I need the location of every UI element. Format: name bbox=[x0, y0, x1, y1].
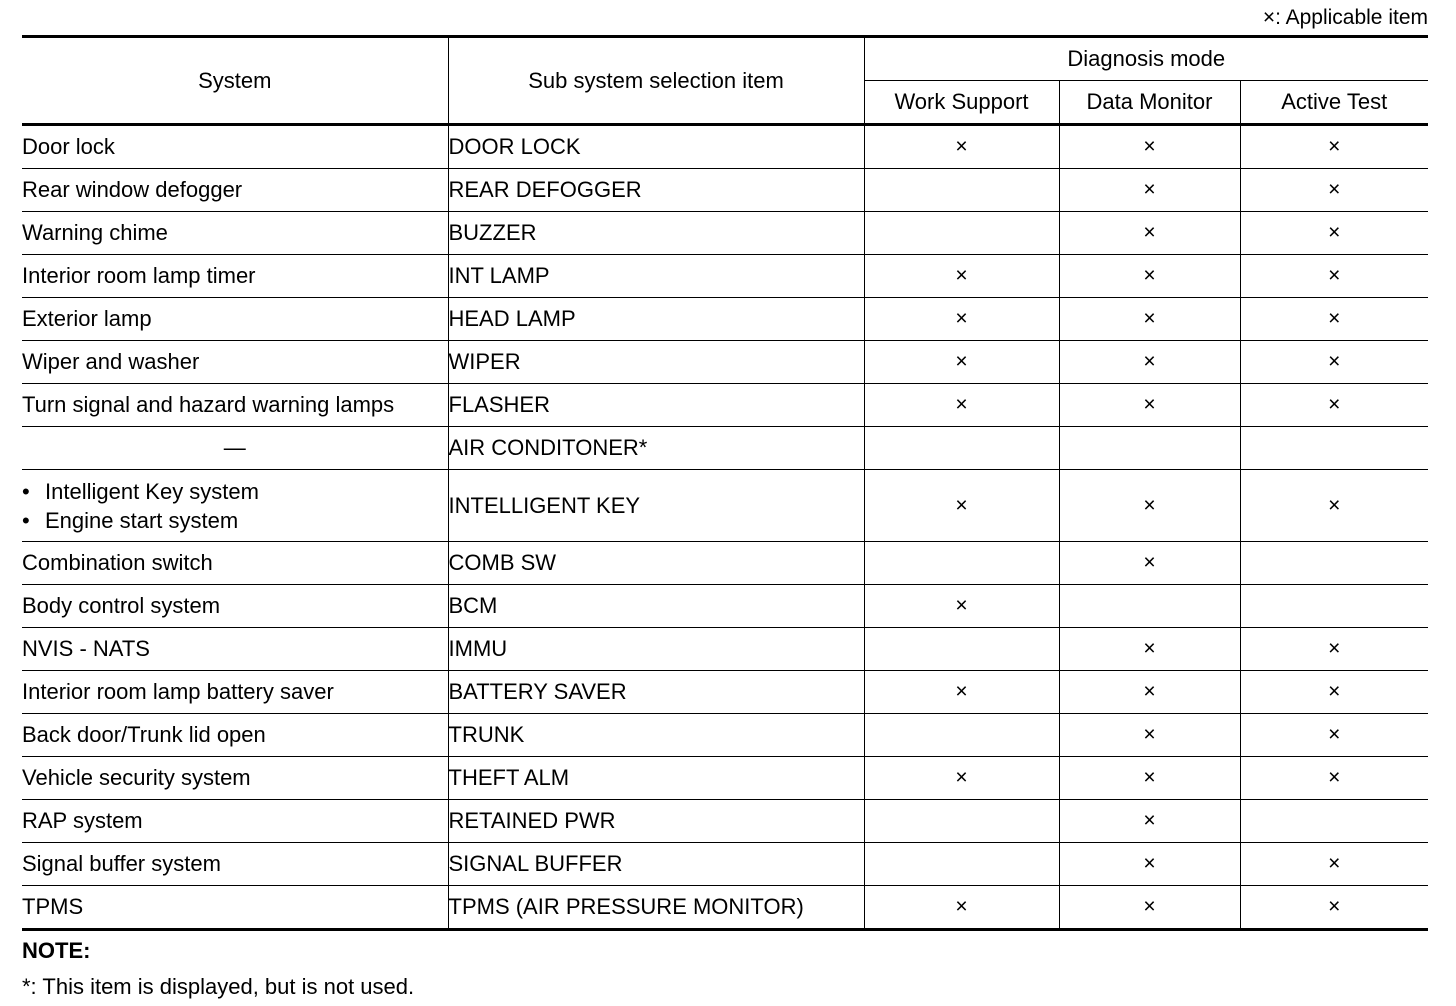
system-cell: Exterior lamp bbox=[22, 298, 448, 341]
data-monitor-mark: × bbox=[1059, 298, 1240, 341]
system-cell: Combination switch bbox=[22, 542, 448, 585]
sub-system-cell: FLASHER bbox=[448, 384, 864, 427]
data-monitor-mark: × bbox=[1059, 255, 1240, 298]
table-row bbox=[22, 255, 1428, 298]
table-row bbox=[22, 671, 1428, 714]
data-monitor-mark: × bbox=[1059, 628, 1240, 671]
table-row bbox=[22, 800, 1428, 843]
sub-system-cell: BUZZER bbox=[448, 212, 864, 255]
active-test-mark: × bbox=[1240, 125, 1428, 169]
work-support-mark: × bbox=[864, 886, 1059, 930]
work-support-mark bbox=[864, 800, 1059, 843]
sub-system-cell: BCM bbox=[448, 585, 864, 628]
system-cell: Back door/Trunk lid open bbox=[22, 714, 448, 757]
data-monitor-mark: × bbox=[1059, 886, 1240, 930]
sub-system-cell: THEFT ALM bbox=[448, 757, 864, 800]
system-cell bbox=[22, 470, 448, 542]
note-text: *: This item is displayed, but is not used. bbox=[22, 974, 415, 999]
table-row bbox=[22, 125, 1428, 169]
sub-system-cell: COMB SW bbox=[448, 542, 864, 585]
active-test-mark: × bbox=[1240, 255, 1428, 298]
table-row bbox=[22, 628, 1428, 671]
active-test-mark: × bbox=[1240, 628, 1428, 671]
active-test-mark: × bbox=[1240, 341, 1428, 384]
table-row bbox=[22, 585, 1428, 628]
data-monitor-mark: × bbox=[1059, 384, 1240, 427]
system-cell: Turn signal and hazard warning lamps bbox=[22, 384, 448, 427]
sub-system-cell: SIGNAL BUFFER bbox=[448, 843, 864, 886]
table-row bbox=[22, 470, 1428, 542]
system-cell: NVIS - NATS bbox=[22, 628, 448, 671]
data-monitor-mark: × bbox=[1059, 671, 1240, 714]
work-support-mark bbox=[864, 628, 1059, 671]
data-monitor-mark: × bbox=[1059, 212, 1240, 255]
active-test-mark bbox=[1240, 800, 1428, 843]
active-test-mark: × bbox=[1240, 298, 1428, 341]
sub-system-cell: WIPER bbox=[448, 341, 864, 384]
header-work-support: Work Support bbox=[864, 81, 1059, 125]
diagnosis-table bbox=[22, 35, 1428, 931]
data-monitor-mark: × bbox=[1059, 843, 1240, 886]
sub-system-cell: TPMS (AIR PRESSURE MONITOR) bbox=[448, 886, 864, 930]
system-cell: RAP system bbox=[22, 800, 448, 843]
active-test-mark: × bbox=[1240, 757, 1428, 800]
system-bullet-item: • Intelligent Key system bbox=[22, 477, 448, 506]
data-monitor-mark: × bbox=[1059, 470, 1240, 542]
data-monitor-mark: × bbox=[1059, 800, 1240, 843]
sub-system-cell: RETAINED PWR bbox=[448, 800, 864, 843]
system-cell: Signal buffer system bbox=[22, 843, 448, 886]
sub-system-cell: INT LAMP bbox=[448, 255, 864, 298]
system-cell: — bbox=[22, 427, 448, 470]
work-support-mark: × bbox=[864, 470, 1059, 542]
work-support-mark bbox=[864, 843, 1059, 886]
active-test-mark: × bbox=[1240, 671, 1428, 714]
system-bullet-list bbox=[22, 477, 448, 535]
data-monitor-mark: × bbox=[1059, 542, 1240, 585]
table-row bbox=[22, 169, 1428, 212]
table-header bbox=[22, 37, 1428, 125]
header-sub-system: Sub system selection item bbox=[448, 37, 864, 125]
active-test-mark: × bbox=[1240, 843, 1428, 886]
data-monitor-mark: × bbox=[1059, 341, 1240, 384]
header-system: System bbox=[22, 37, 448, 125]
system-cell: Door lock bbox=[22, 125, 448, 169]
system-cell: Warning chime bbox=[22, 212, 448, 255]
system-cell: Interior room lamp battery saver bbox=[22, 671, 448, 714]
table-row bbox=[22, 384, 1428, 427]
system-bullet-item: • Engine start system bbox=[22, 506, 448, 535]
sub-system-cell: REAR DEFOGGER bbox=[448, 169, 864, 212]
table-row bbox=[22, 341, 1428, 384]
system-cell: Body control system bbox=[22, 585, 448, 628]
active-test-mark: × bbox=[1240, 384, 1428, 427]
work-support-mark bbox=[864, 169, 1059, 212]
work-support-mark bbox=[864, 427, 1059, 470]
sub-system-cell: IMMU bbox=[448, 628, 864, 671]
sub-system-cell: DOOR LOCK bbox=[448, 125, 864, 169]
applicable-item-legend: ×: Applicable item bbox=[1262, 6, 1428, 29]
work-support-mark bbox=[864, 714, 1059, 757]
sub-system-cell: HEAD LAMP bbox=[448, 298, 864, 341]
active-test-mark: × bbox=[1240, 714, 1428, 757]
active-test-mark: × bbox=[1240, 886, 1428, 930]
sub-system-cell: AIR CONDITONER* bbox=[448, 427, 864, 470]
data-monitor-mark: × bbox=[1059, 757, 1240, 800]
system-cell: Vehicle security system bbox=[22, 757, 448, 800]
active-test-mark bbox=[1240, 427, 1428, 470]
data-monitor-mark: × bbox=[1059, 125, 1240, 169]
work-support-mark: × bbox=[864, 125, 1059, 169]
table-row bbox=[22, 212, 1428, 255]
active-test-mark bbox=[1240, 542, 1428, 585]
data-monitor-mark bbox=[1059, 585, 1240, 628]
work-support-mark bbox=[864, 542, 1059, 585]
sub-system-cell: INTELLIGENT KEY bbox=[448, 470, 864, 542]
work-support-mark: × bbox=[864, 757, 1059, 800]
work-support-mark: × bbox=[864, 255, 1059, 298]
work-support-mark: × bbox=[864, 341, 1059, 384]
system-cell: Interior room lamp timer bbox=[22, 255, 448, 298]
system-cell: TPMS bbox=[22, 886, 448, 930]
header-diagnosis-mode: Diagnosis mode bbox=[864, 37, 1428, 81]
active-test-mark: × bbox=[1240, 212, 1428, 255]
sub-system-cell: BATTERY SAVER bbox=[448, 671, 864, 714]
work-support-mark: × bbox=[864, 671, 1059, 714]
header-data-monitor: Data Monitor bbox=[1059, 81, 1240, 125]
table-row bbox=[22, 757, 1428, 800]
work-support-mark bbox=[864, 212, 1059, 255]
active-test-mark: × bbox=[1240, 470, 1428, 542]
table-row bbox=[22, 542, 1428, 585]
active-test-mark bbox=[1240, 585, 1428, 628]
data-monitor-mark bbox=[1059, 427, 1240, 470]
table-row bbox=[22, 298, 1428, 341]
work-support-mark: × bbox=[864, 384, 1059, 427]
system-cell: Rear window defogger bbox=[22, 169, 448, 212]
work-support-mark: × bbox=[864, 585, 1059, 628]
table-row bbox=[22, 427, 1428, 470]
table-row bbox=[22, 843, 1428, 886]
work-support-mark: × bbox=[864, 298, 1059, 341]
system-cell: Wiper and washer bbox=[22, 341, 448, 384]
data-monitor-mark: × bbox=[1059, 714, 1240, 757]
sub-system-cell: TRUNK bbox=[448, 714, 864, 757]
table-row bbox=[22, 886, 1428, 930]
table-row bbox=[22, 714, 1428, 757]
note-title: NOTE: bbox=[22, 938, 91, 963]
header-active-test: Active Test bbox=[1240, 81, 1428, 125]
data-monitor-mark: × bbox=[1059, 169, 1240, 212]
active-test-mark: × bbox=[1240, 169, 1428, 212]
